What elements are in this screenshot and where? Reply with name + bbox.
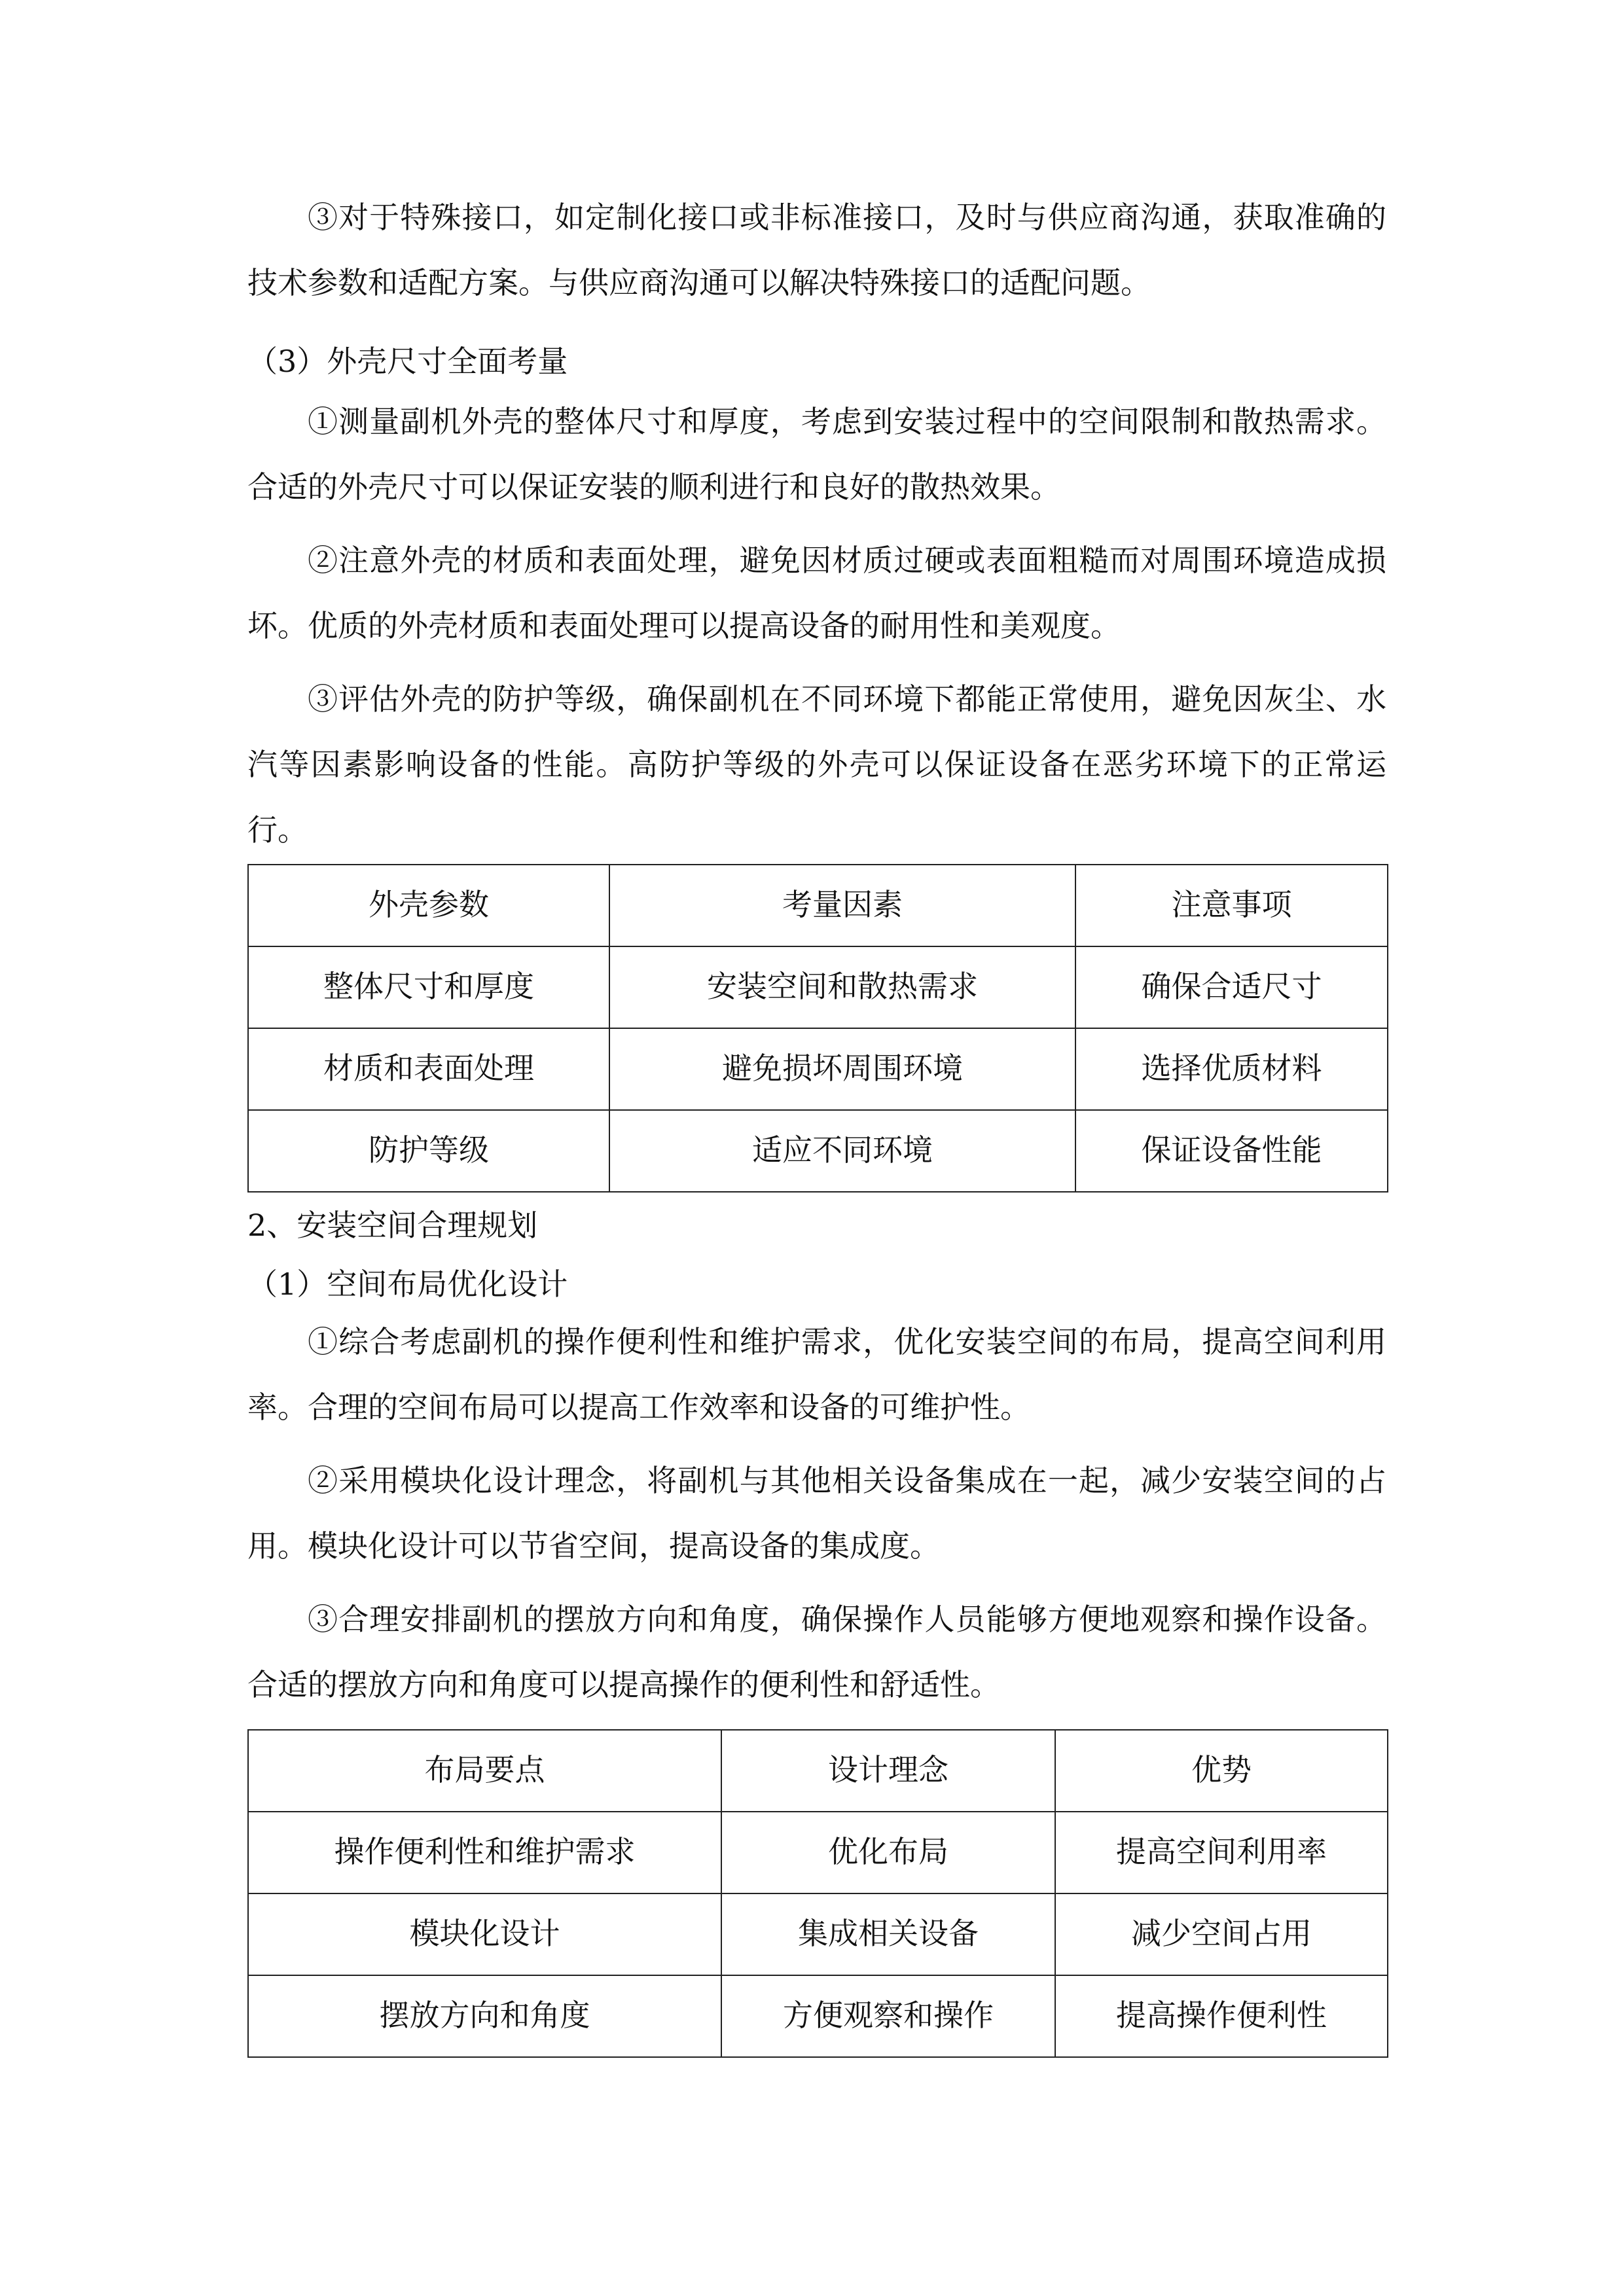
- table-row: [248, 1028, 1388, 1110]
- table-header-cell: 考量因素: [609, 865, 1075, 946]
- table-cell: 适应不同环境: [609, 1110, 1075, 1192]
- table-cell: 模块化设计: [248, 1893, 721, 1975]
- paragraph-casing-1: ①测量副机外壳的整体尺寸和厚度，考虑到安装过程中的空间限制和散热需求。合适的外壳尺寸可以保证安装的顺利进行和良好的散热效果。: [247, 404, 1386, 505]
- casing-table: [247, 864, 1388, 1193]
- paragraph-casing-3: ③评估外壳的防护等级，确保副机在不同环境下都能正常使用，避免因灰尘、水汽等因素影响设备的性能。高防护等级的外壳可以保证设备在恶劣环境下的正常运行。: [247, 681, 1386, 848]
- paragraph-casing-2: ②注意外壳的材质和表面处理，避免因材质过硬或表面粗糙而对周围环境造成损坏。优质的外壳材质和表面处理可以提高设备的耐用性和美观度。: [247, 543, 1386, 643]
- table-header-cell: 设计理念: [721, 1730, 1055, 1812]
- table-row: [248, 1110, 1388, 1192]
- paragraph-space-3: ③合理安排副机的摆放方向和角度，确保操作人员能够方便地观察和操作设备。合适的摆放方向和角度可以提高操作的便利性和舒适性。: [247, 1602, 1386, 1702]
- table-cell: 优化布局: [721, 1812, 1055, 1893]
- table-cell: 操作便利性和维护需求: [248, 1812, 721, 1893]
- paragraph-space-2: ②采用模块化设计理念，将副机与其他相关设备集成在一起，减少安装空间的占用。模块化设计可以节省空间，提高设备的集成度。: [247, 1463, 1386, 1564]
- layout-table: [247, 1729, 1388, 2058]
- table-cell: 提高操作便利性: [1055, 1975, 1388, 2057]
- table-cell: 选择优质材料: [1075, 1028, 1388, 1110]
- table-cell: 确保合适尺寸: [1075, 946, 1388, 1028]
- table-cell: 安装空间和散热需求: [609, 946, 1075, 1028]
- table-row: [248, 1812, 1388, 1893]
- table-header-cell: 优势: [1055, 1730, 1388, 1812]
- table-cell: 减少空间占用: [1055, 1893, 1388, 1975]
- heading-install-space: 2、安装空间合理规划: [247, 1208, 538, 1243]
- table-row: [248, 1893, 1388, 1975]
- heading-casing-size: （3）外壳尺寸全面考量: [247, 344, 568, 379]
- table-cell: 材质和表面处理: [248, 1028, 609, 1110]
- table-header-row: [248, 865, 1388, 946]
- table-cell: 方便观察和操作: [721, 1975, 1055, 2057]
- table-cell: 防护等级: [248, 1110, 609, 1192]
- table-cell: 集成相关设备: [721, 1893, 1055, 1975]
- table-cell: 整体尺寸和厚度: [248, 946, 609, 1028]
- table-header-cell: 布局要点: [248, 1730, 721, 1812]
- paragraph-space-1: ①综合考虑副机的操作便利性和维护需求，优化安装空间的布局，提高空间利用率。合理的空间布局可以提高工作效率和设备的可维护性。: [247, 1324, 1386, 1425]
- paragraph-special-interface: ③对于特殊接口，如定制化接口或非标准接口，及时与供应商沟通，获取准确的技术参数和适配方案。与供应商沟通可以解决特殊接口的适配问题。: [247, 200, 1386, 300]
- table-cell: 保证设备性能: [1075, 1110, 1388, 1192]
- table-cell: 避免损坏周围环境: [609, 1028, 1075, 1110]
- table-header-cell: 注意事项: [1075, 865, 1388, 946]
- table-header-cell: 外壳参数: [248, 865, 609, 946]
- table-row: [248, 946, 1388, 1028]
- table-header-row: [248, 1730, 1388, 1812]
- heading-layout-design: （1）空间布局优化设计: [247, 1266, 568, 1302]
- table-cell: 提高空间利用率: [1055, 1812, 1388, 1893]
- table-row: [248, 1975, 1388, 2057]
- table-cell: 摆放方向和角度: [248, 1975, 721, 2057]
